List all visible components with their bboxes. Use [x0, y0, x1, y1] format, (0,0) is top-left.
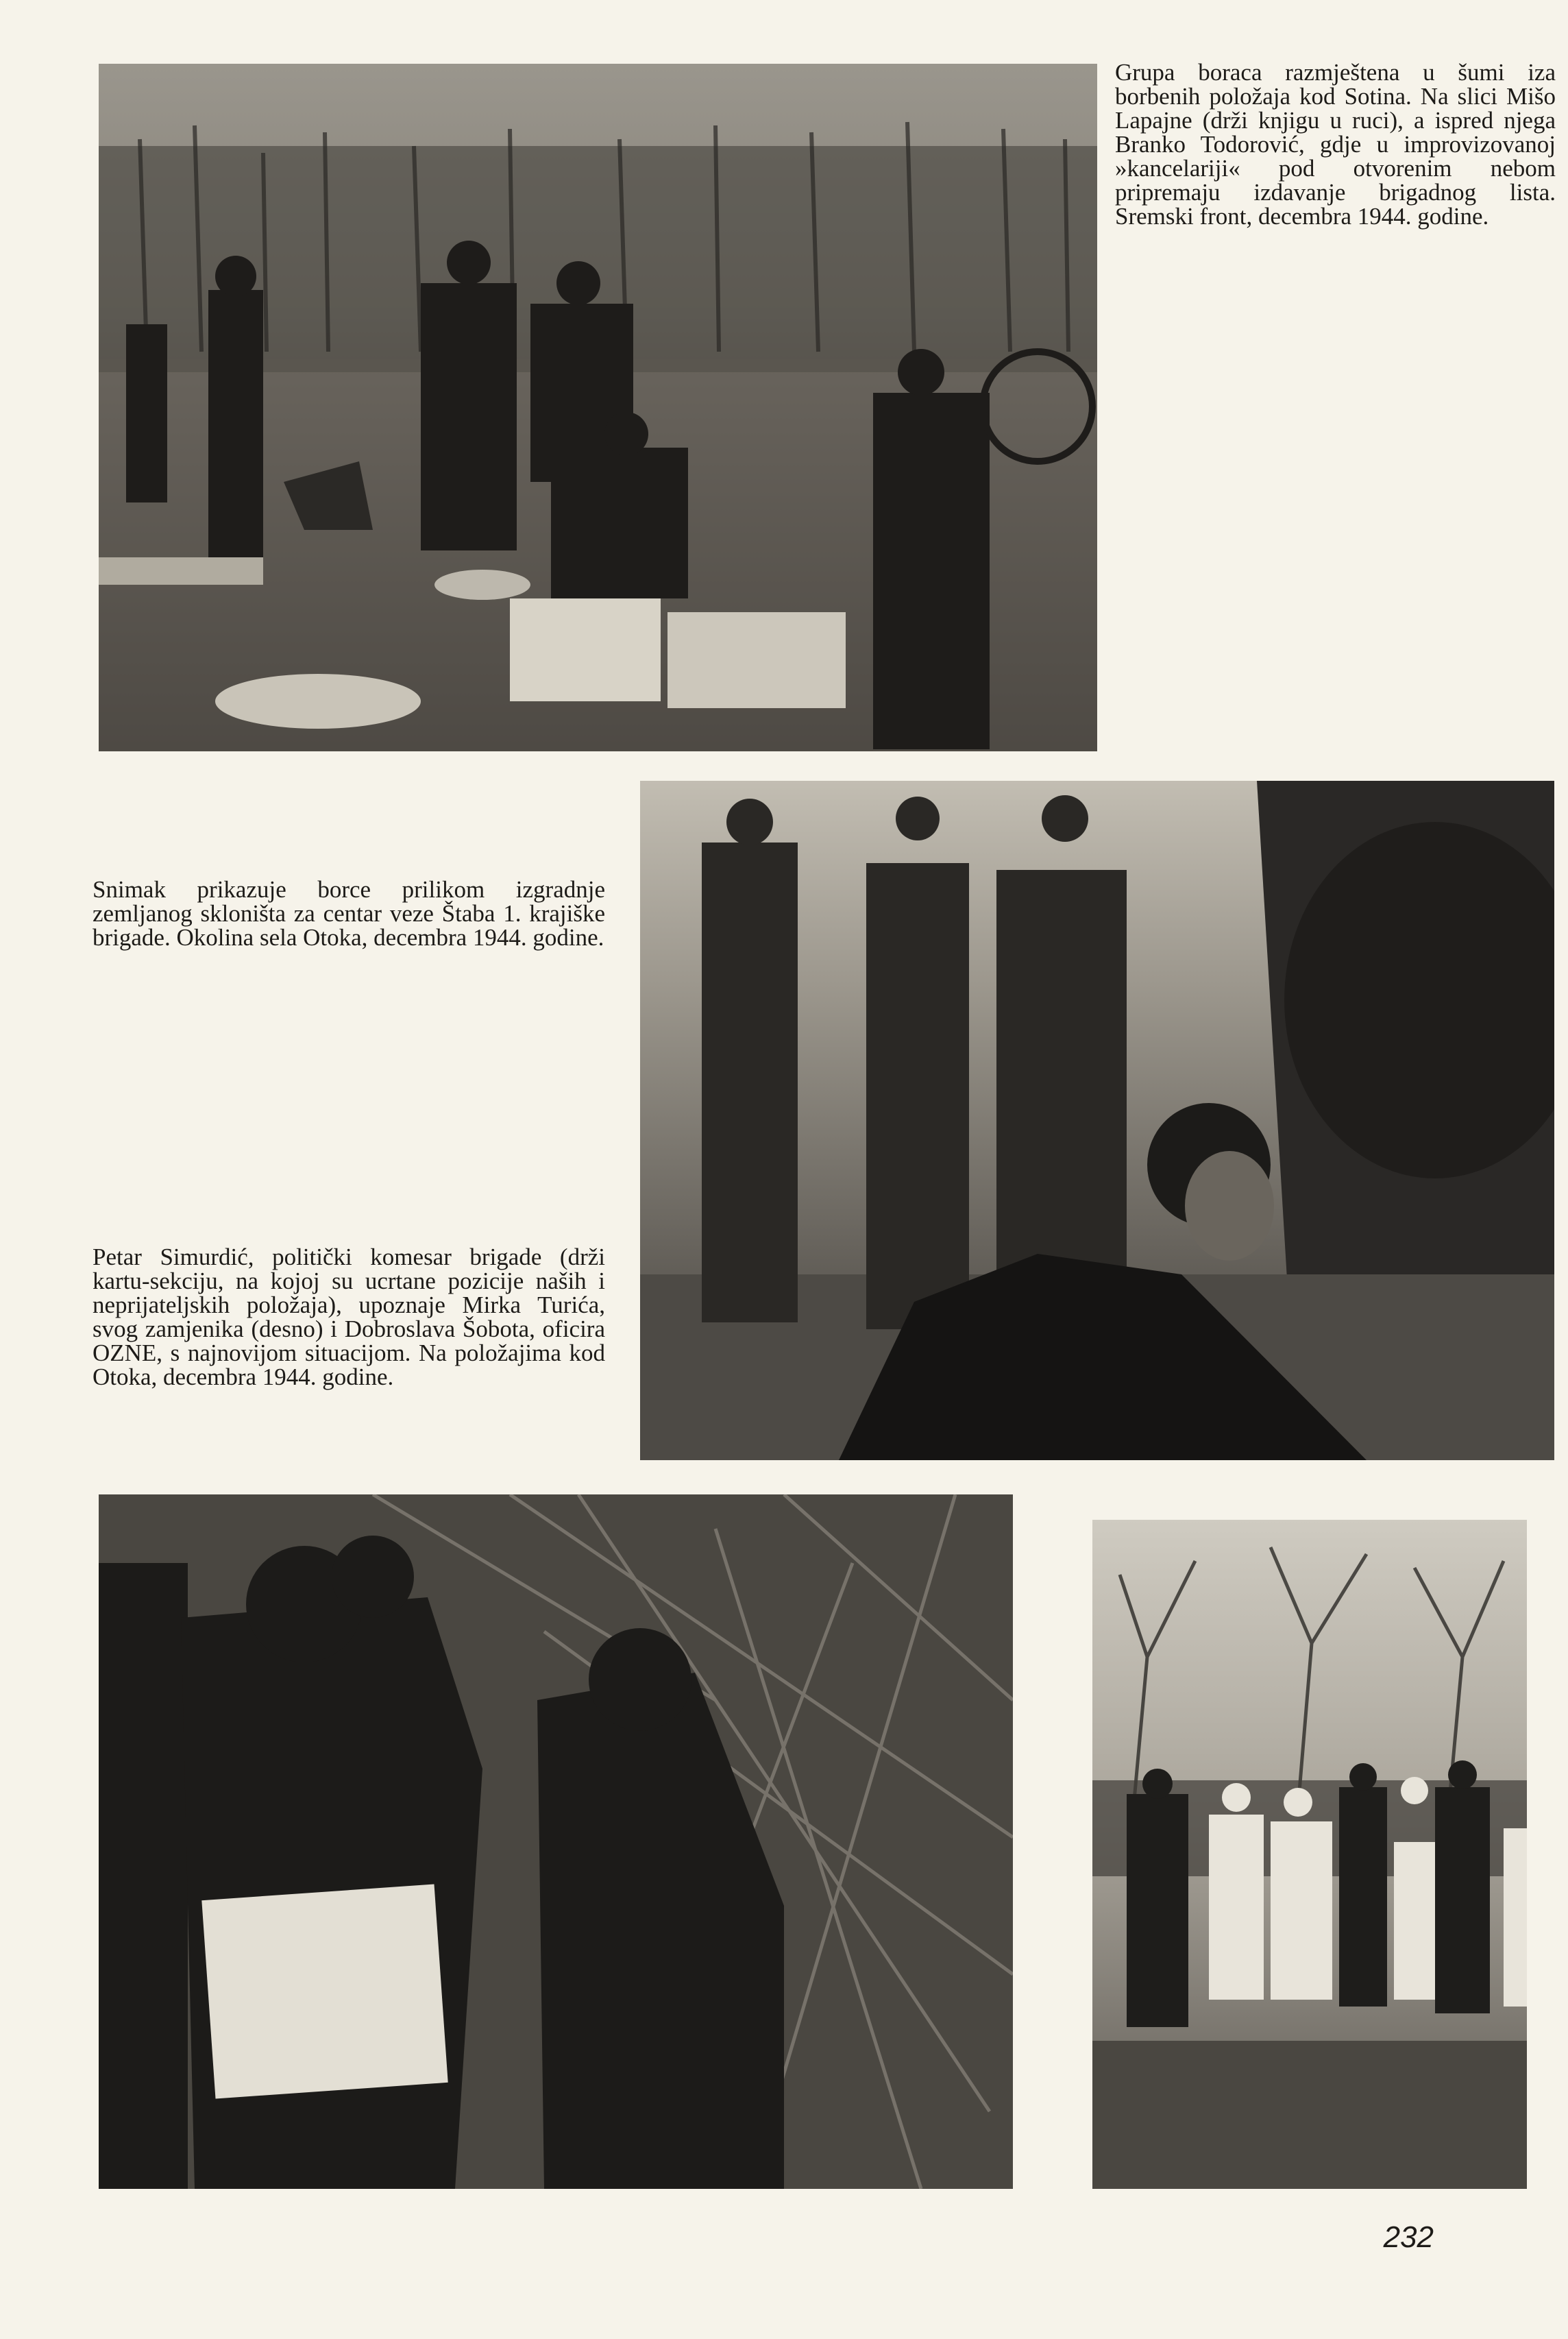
photo-forest-office: [99, 64, 1097, 751]
caption-shelter: Snimak prikazuje borce prilikom izgradnje zemljanog skloništa za centar veze Štaba 1. krajiške brigade. Okolina sela Otoka, decembra 1944. godine.: [93, 876, 605, 951]
photo-shelter-construction: [640, 781, 1554, 1460]
page-number: 232: [1383, 2220, 1434, 2254]
photo-forest-office-image: [99, 64, 1097, 751]
photo-commissar-map-image: [99, 1494, 1013, 2189]
caption-simurdic: Petar Simurdić, politički komesar brigade (drži kartu-sekciju, na kojoj su ucrtane pozicije naših i neprijateljskih položaja), upoznaje Mirka Turića, svog zamjenika (desno) i Dobroslava Šobota, oficira OZNE, s najnovijom situacijom. Na položajima kod Otoka, decembra 1944. godine.: [93, 1244, 605, 1390]
caption-sotin: Grupa boraca razmještena u šumi iza borbenih položaja kod Sotina. Na slici Mišo Lapajne (drži knjigu u ruci), a ispred njega Branko Todorović, gdje u improvizovanoj »kancelariji« pod otvorenim nebom pripremaju izdavanje brigadnog lista. Sremski front, decembra 1944. godine.: [1115, 59, 1556, 230]
photo-commissar-map: [99, 1494, 1013, 2189]
photo-villagers-group-image: [1092, 1520, 1527, 2189]
photo-shelter-construction-image: [640, 781, 1554, 1460]
photo-villagers-group: [1092, 1520, 1527, 2189]
